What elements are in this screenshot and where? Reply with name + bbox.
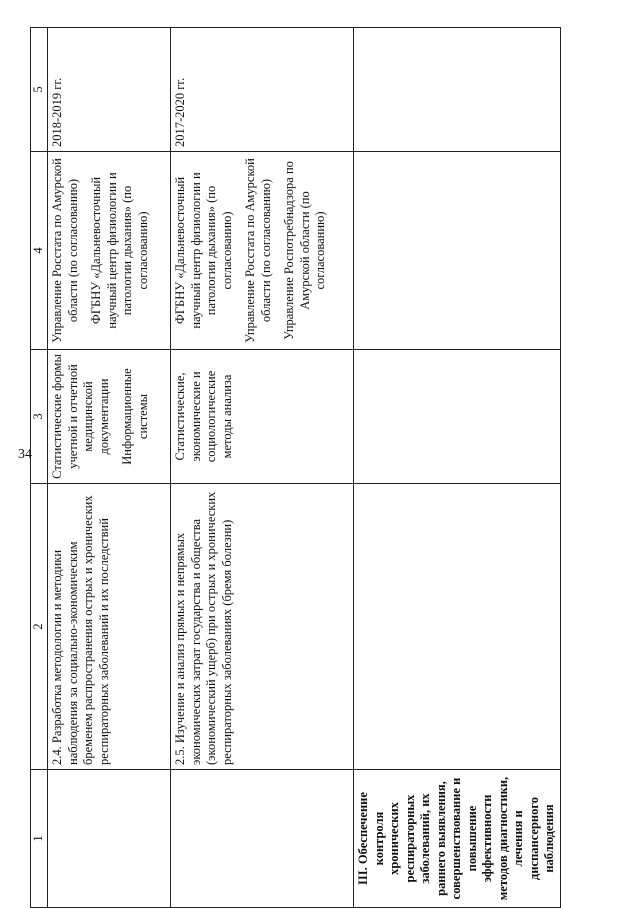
row-source-cell [171,350,354,484]
row-executor-cell [354,152,561,350]
row-source-cell [354,350,561,484]
table-row [48,28,171,908]
table-row [354,28,561,908]
row-period-cell: 2018-2019 гг. [48,28,171,152]
executor-text: Управление Росстата по Амурской области (по согласованию) [243,158,273,343]
row-period-cell [354,28,561,152]
plan-table [30,27,561,908]
header-row [31,28,48,908]
row-section-cell [171,770,354,908]
section-heading-cell: III. Обеспечение контроля хронических респираторных заболеваний, их раннего выявления, совершенствование и повышение эффективности методов диагностики, лечения и диспансерного наблюдения [354,770,561,908]
row-activity-cell: 2.5. Изучение и анализ прямых и непрямых экономических затрат государства и общества (экономический ущерб) при острых и хронических респираторных заболеваниях (бремя болезни) [171,484,354,770]
column-header-4: 4 [31,152,48,350]
page-number: 34 [18,447,32,462]
row-activity-cell: 2.4. Разработка методологии и методики наблюдения за социально-экономическим бременем распространения острых и хронических респираторных заболеваний и их последствий [48,484,171,770]
table-row [171,28,354,908]
source-text: Статистические формы учетной и отчетной медицинской документации [50,354,111,479]
column-header-1: 1 [31,770,48,908]
row-period-cell: 2017-2020 гг. [171,28,354,152]
row-executor-cell [48,152,171,350]
column-header-2: 2 [31,484,48,770]
row-source-cell [48,350,171,484]
source-text: Статистические, экономические и социологические методы анализа [173,370,234,463]
executor-text: ФГБНУ «Дальневосточный научный центр физиологии и патологии дыхания» (по согласованию) [89,172,150,329]
executor-text: Управление Росстата по Амурской области (по согласованию) [50,158,80,343]
row-section-cell [48,770,171,908]
executor-text: Управление Роспотребнадзора по Амурской области (по согласованию) [282,161,327,340]
row-executor-cell [171,152,354,350]
column-header-5: 5 [31,28,48,152]
rotated-table-container [30,28,638,908]
column-header-3: 3 [31,350,48,484]
row-activity-cell [354,484,561,770]
executor-text: ФГБНУ «Дальневосточный научный центр физиологии и патологии дыхания» (по согласованию) [173,172,234,329]
source-text: Информационные системы [120,368,150,465]
